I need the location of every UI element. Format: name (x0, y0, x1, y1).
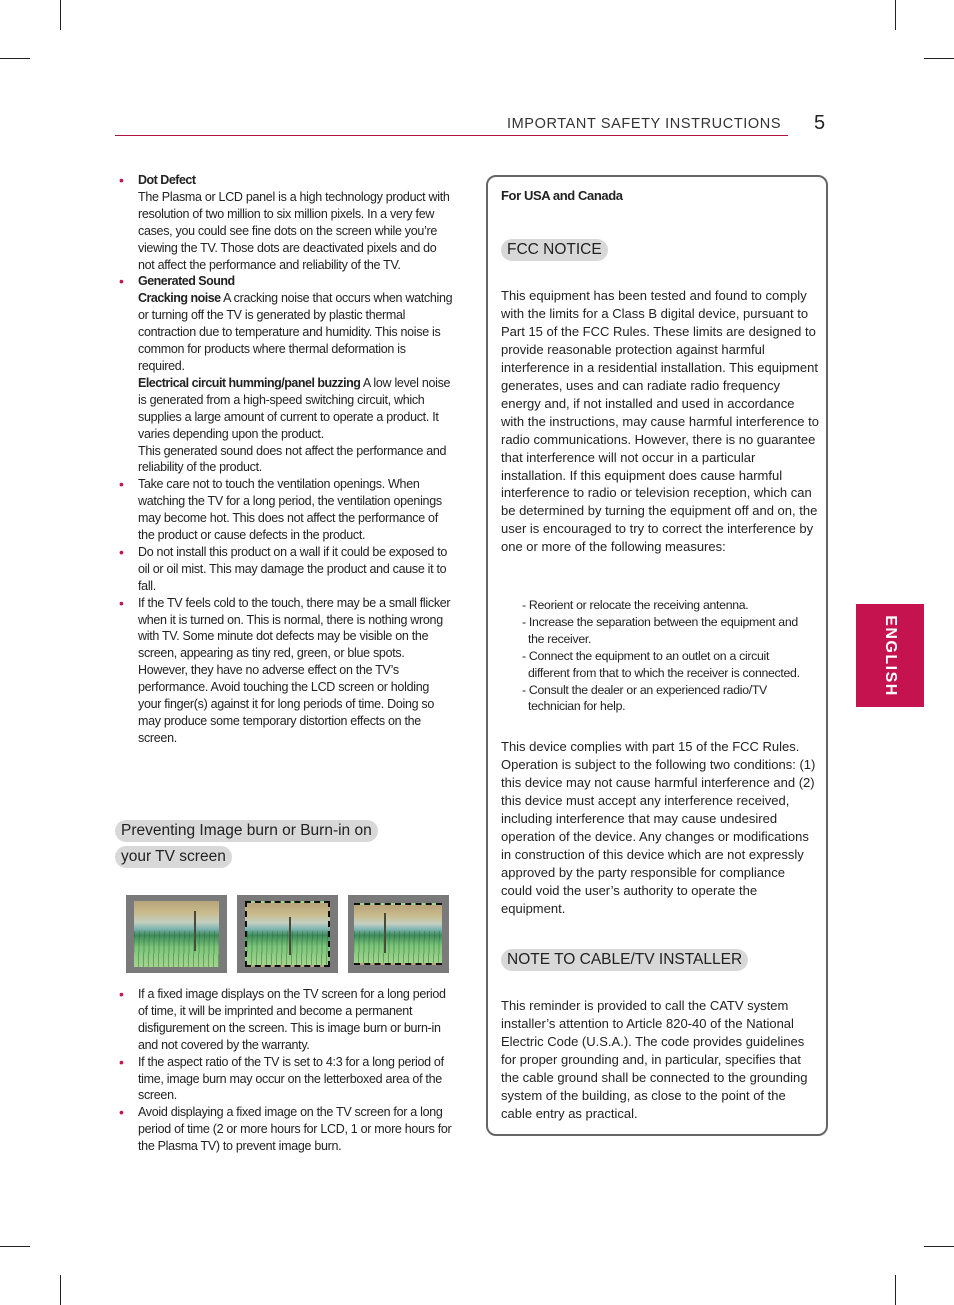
left-column (118, 172, 453, 747)
fcc-notice-title: FCC NOTICE (501, 239, 608, 261)
tv-image-burned-frame (237, 895, 338, 973)
measures-list (522, 597, 812, 715)
list-item: • Do not install this product on a wall if it could be exposed to oil or oil mist. This may damage the product and cause it to fall. (118, 544, 453, 595)
compliance-text: This device complies with part 15 of the FCC Rules. Operation is subject to the following two conditions: (1) this device may not cause harmful interference and (2) this device must accept any interference received, including interference that may cause undesired operation of the device. Any changes or modifications in construction of this device which are not expressly approved by the party responsible for compliance could void the user’s authority to operate the equipment. (501, 739, 816, 916)
list-item: • Take care not to touch the ventilation openings. When watching the TV for a long period, the ventilation openings may become hot. This does not affect the performance of the product or cause defects in the product. (118, 476, 453, 544)
bullet-heading: • Dot Defect (138, 173, 196, 187)
language-tab-label: ENGLISH (882, 614, 899, 697)
humming-body: A low level noise is generated from a high-speed switching circuit, which supplies a large amount of current to operate a product. It varies depending upon the product. (138, 375, 451, 441)
list-item: • Avoid displaying a fixed image on the TV screen for a long period of time (2 or more hours for LCD, 1 or more hours for the Plasma TV) to prevent image burn. (118, 1104, 453, 1155)
crop-mark (895, 1275, 896, 1305)
list-item (118, 273, 453, 476)
section-title: your TV screen (115, 846, 232, 868)
list-item: • If a fixed image displays on the TV screen for a long period of time, it will be imprinted and become a permanent disfigurement on the screen. This is image burn or burn-in and not covered by the warranty. (118, 986, 453, 1054)
cracking-noise-title: Cracking noise (138, 291, 221, 306)
burn-bullets (118, 986, 453, 1155)
measure-item: - Connect the equipment to an outlet on a circuit different from that to which the receiver is connected. (522, 648, 800, 680)
burn-in-illustrations (126, 895, 448, 973)
header-title: IMPORTANT SAFETY INSTRUCTIONS (507, 116, 782, 132)
bullet-body: This generated sound does not affect the performance and reliability of the product. (138, 443, 447, 475)
region-label: For USA and Canada (501, 188, 623, 203)
crop-mark (60, 1275, 61, 1305)
burn-section-heading (115, 820, 455, 872)
list-item: • If the aspect ratio of the TV is set to 4:3 for a long period of time, image burn may occur on the letterboxed area of the screen. (118, 1054, 453, 1105)
fcc-box (486, 175, 828, 1136)
crop-mark (924, 1246, 954, 1247)
crop-mark (895, 0, 896, 30)
tv-image-letterbox (348, 895, 449, 973)
crop-mark (924, 58, 954, 59)
humming-title: Electrical circuit humming/panel buzzing (138, 375, 361, 390)
bullet-body (138, 375, 453, 443)
cable-installer-text: This reminder is provided to call the CATV system installer’s attention to Article 820-40 of the National Electric Code (U.S.A.). The code provides guidelines for proper grounding and, in particular, specifies that the cable ground shall be connected to the grounding system of the building, as close to the point of the cable entry as practical. (501, 998, 808, 1121)
tv-image-normal (126, 895, 227, 973)
bullet-body: The Plasma or LCD panel is a high technology product with resolution of two million to six million pixels. In a very few cases, you could see fine dots on the screen while you’re viewing the TV. Those dots are deactivated pixels and do not affect the performance and reliability of the TV. (138, 189, 450, 272)
crop-mark (0, 58, 30, 59)
bullet-body (138, 290, 453, 375)
page-number: 5 (814, 112, 826, 134)
fcc-notice-text: This equipment has been tested and found to comply with the limits for a Class B digital device, pursuant to Part 15 of the FCC Rules. These limits are designed to provide reasonable protection against harmful interference in a residential installation. This equipment generates, uses and can radiate radio frequency energy and, if not installed and used in accordance with the instructions, may cause harmful interference to radio communications. However, there is no guarantee that interference will not occur in a particular installation. If this equipment does cause harmful interference to radio or television reception, which can be determined by turning the equipment off and on, the user is encouraged to try to correct the interference by one or more of the following measures: (501, 288, 819, 555)
header-rule (115, 135, 788, 136)
bullet-heading: • Generated Sound (138, 274, 235, 289)
measure-item: - Consult the dealer or an experienced radio/TV technician for help. (522, 682, 767, 714)
cracking-noise-body: A cracking noise that occurs when watching or turning off the TV is generated by plastic thermal contraction due to temperature and humidity. This noise is common for products where thermal deformation is required. (138, 291, 453, 373)
crop-mark (0, 1246, 30, 1247)
list-item (118, 172, 453, 273)
crop-mark (60, 0, 61, 30)
language-tab (856, 604, 924, 707)
list-item: • If the TV feels cold to the touch, there may be a small flicker when it is turned on. This is normal, there is nothing wrong with TV. Some minute dot defects may be visible on the screen, appearing as tiny red, green, or blue spots. However, they have no adverse effect on the TV’s performance. Avoid touching the LCD screen or holding your finger(s) against it for long periods of time. Doing so may produce some temporary distortion effects on the screen. (118, 595, 453, 747)
measure-item: - Increase the separation between the equipment and the receiver. (522, 614, 798, 646)
cable-installer-title: NOTE TO CABLE/TV INSTALLER (501, 949, 748, 971)
section-title: Preventing Image burn or Burn-in on (115, 820, 378, 842)
measure-item: - Reorient or relocate the receiving antenna. (522, 598, 749, 612)
